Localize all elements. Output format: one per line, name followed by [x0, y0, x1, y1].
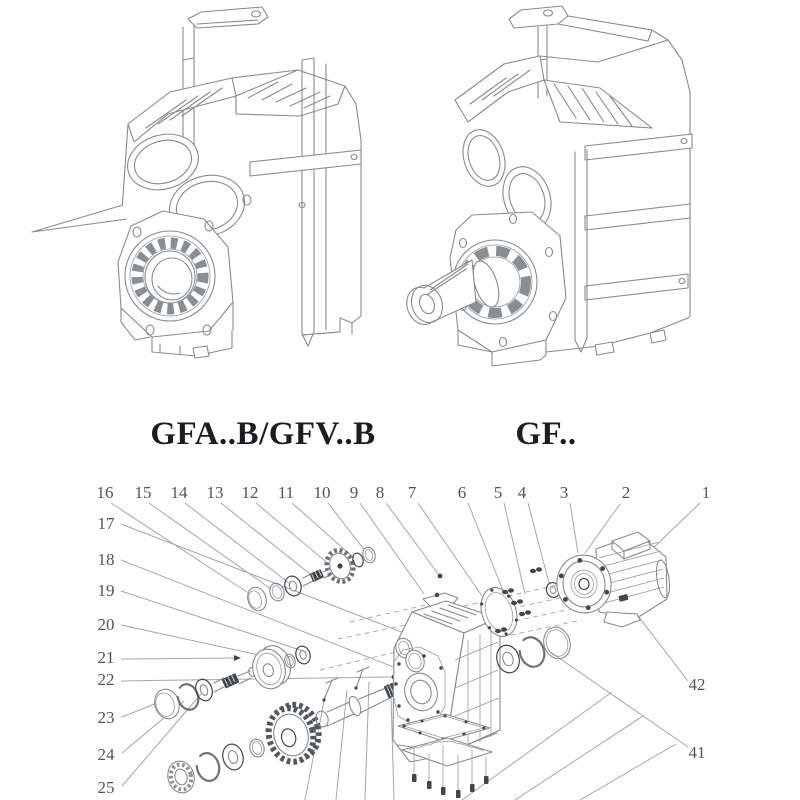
callout-label-18: 18	[97, 550, 115, 569]
callout-label-17: 17	[97, 514, 115, 533]
callout-label-20: 20	[97, 615, 115, 634]
callout-label-11: 11	[277, 483, 295, 502]
callout-label-42: 42	[688, 675, 706, 694]
callout-label-41: 41	[688, 743, 706, 762]
callout-label-14: 14	[170, 483, 188, 502]
callout-label-6: 6	[457, 483, 467, 502]
motor-drawing	[552, 532, 671, 627]
callout-label-16: 16	[96, 483, 114, 502]
model-caption-right: GF..	[515, 416, 577, 452]
callout-label-24: 24	[97, 745, 115, 764]
callout-label-8: 8	[375, 483, 385, 502]
callout-label-15: 15	[134, 483, 152, 502]
callout-label-2: 2	[621, 483, 631, 502]
callout-label-4: 4	[517, 483, 527, 502]
callout-label-25: 25	[97, 778, 115, 797]
exploded-view	[97, 483, 711, 800]
callout-label-22: 22	[97, 670, 115, 689]
output-shaft-assembly	[164, 667, 402, 796]
callout-label-13: 13	[206, 483, 224, 502]
callout-label-9: 9	[349, 483, 359, 502]
callout-label-21: 21	[97, 648, 115, 667]
callout-label-7: 7	[407, 483, 417, 502]
gearbox-left-drawing	[32, 7, 361, 358]
callout-label-19: 19	[97, 581, 115, 600]
shaft-keys	[322, 667, 369, 702]
callout-label-12: 12	[241, 483, 259, 502]
callout-label-1: 1	[701, 483, 711, 502]
callout-label-23: 23	[97, 708, 115, 727]
gearbox-right-drawing	[406, 6, 692, 366]
callout-label-3: 3	[559, 483, 569, 502]
callout-label-10: 10	[313, 483, 331, 502]
model-caption-left: GFA..B/GFV..B	[150, 416, 376, 452]
callout-label-5: 5	[493, 483, 503, 502]
